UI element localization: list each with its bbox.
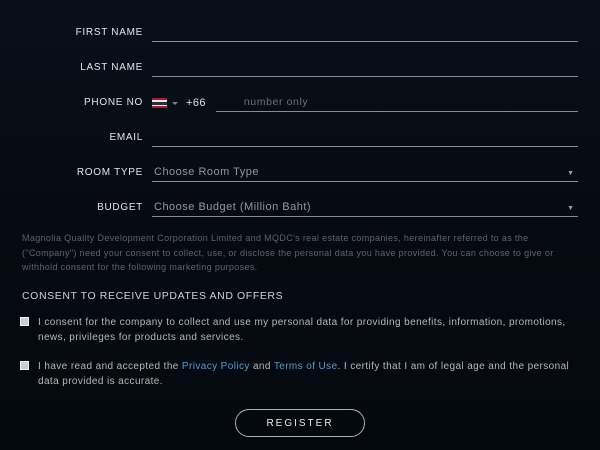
- email-label: EMAIL: [109, 132, 143, 143]
- chevron-down-icon: ▼: [567, 170, 574, 177]
- consent-checkbox-1[interactable]: [20, 317, 29, 326]
- privacy-disclaimer-text: Magnolia Quality Development Corporation Limited and MQDC's real estate companies, hereinafter referred to as the ("Company") need your consent to collect, use, or disclose the personal data you have provided. You can choose to give or withhold consent for the following marketing purposes.: [22, 233, 554, 272]
- thailand-flag-icon: [152, 98, 167, 108]
- chevron-down-icon: ▼: [567, 205, 574, 212]
- last-name-input[interactable]: [152, 59, 578, 76]
- field-row-email: [0, 112, 600, 147]
- checkbox-2-text-pre: I have read and accepted the: [38, 360, 182, 372]
- field-row-room-type: [0, 147, 600, 182]
- register-button[interactable]: REGISTER: [235, 409, 364, 437]
- phone-underline: [216, 94, 578, 112]
- consent-checkbox-row-1: [20, 315, 578, 346]
- first-name-underline: [152, 24, 578, 42]
- field-row-last-name: [0, 42, 600, 77]
- country-dial-code: +66: [186, 97, 206, 109]
- privacy-policy-link[interactable]: Privacy Policy: [181, 360, 250, 372]
- budget-label: BUDGET: [97, 202, 143, 213]
- consent-checkbox-2[interactable]: [20, 361, 29, 370]
- first-name-label: FIRST NAME: [75, 27, 143, 38]
- terms-of-use-link[interactable]: Terms of Use: [273, 360, 338, 372]
- first-name-input[interactable]: [152, 24, 578, 41]
- last-name-underline: [152, 59, 578, 77]
- chevron-down-icon: [172, 102, 178, 105]
- field-row-budget: [0, 182, 600, 217]
- last-name-label: LAST NAME: [80, 62, 143, 73]
- consent-section-heading: CONSENT TO RECEIVE UPDATES AND OFFERS: [22, 289, 284, 302]
- room-type-select[interactable]: [152, 166, 578, 182]
- budget-selected-value: Choose Budget (Million Baht): [154, 201, 312, 213]
- email-underline: [152, 129, 578, 147]
- room-type-label: ROOM TYPE: [76, 167, 143, 178]
- budget-select[interactable]: [152, 201, 578, 217]
- consent-checkbox-row-2: [20, 359, 578, 390]
- consent-checkbox-1-label: I consent for the company to collect and use my personal data for providing benefits, information, promotions, news, privileges for products and services.: [38, 316, 566, 343]
- checkbox-2-text-mid: and: [249, 360, 274, 372]
- checkbox-2-text-post: . I certify that I am of legal age and the personal data provided is accurate.: [38, 360, 570, 387]
- field-row-phone: [0, 77, 600, 112]
- register-button-container: [0, 409, 600, 437]
- consent-checkbox-2-label: [38, 359, 570, 390]
- email-input[interactable]: [152, 129, 578, 146]
- room-type-selected-value: Choose Room Type: [154, 166, 260, 178]
- field-row-first-name: [0, 7, 600, 42]
- phone-label: PHONE NO: [84, 97, 143, 108]
- phone-input[interactable]: [216, 94, 578, 111]
- country-code-selector[interactable]: [152, 97, 216, 112]
